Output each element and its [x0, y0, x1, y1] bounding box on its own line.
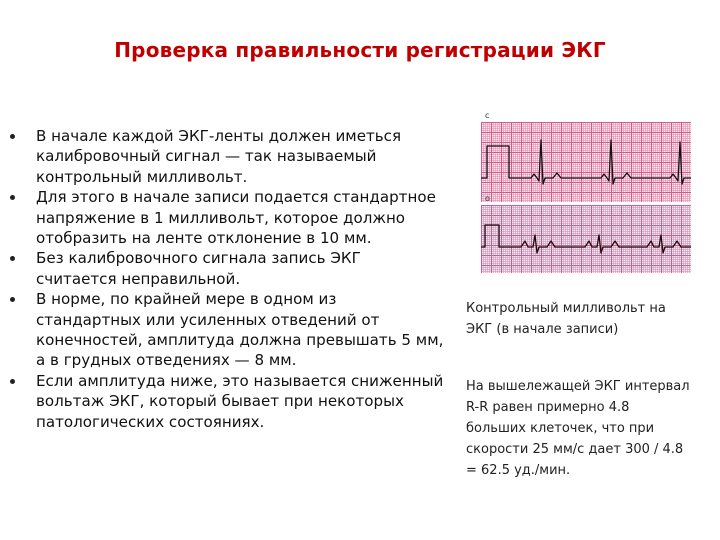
bullet-item: В норме, по крайней мере в одном из стандартных или усиленных отведений от конечностей, амплитуда должна превышать 5 мм, а в грудных отведениях — 8 мм.	[8, 289, 444, 371]
caption-line: скорости 25 мм/с дает 300 / 4.8	[466, 442, 684, 457]
ecg-strip-label: o	[485, 194, 490, 203]
bullet-item: В начале каждой ЭКГ-ленты должен иметься калибровочный сигнал — так называемый контрольный милливольт.	[8, 126, 444, 187]
ecg-strip-top	[481, 122, 691, 202]
bullet-list	[8, 126, 444, 432]
ecg-trace-bottom	[481, 205, 691, 273]
bullet-item: Без калибровочного сигнала запись ЭКГ считается неправильной.	[8, 248, 444, 289]
bullet-item: Если амплитуда ниже, это называется сниженный вольтаж ЭКГ, который бывает при некоторых патологических состояниях.	[8, 371, 444, 432]
calibration-caption	[466, 298, 720, 340]
caption-line: ЭКГ (в начале записи)	[466, 322, 619, 337]
bullet-item: Для этого в начале записи подается стандартное напряжение в 1 милливольт, которое должно отобразить на ленте отклонение в 10 мм.	[8, 187, 444, 248]
ecg-strip-bottom	[481, 205, 691, 273]
caption-line: На вышележащей ЭКГ интервал	[466, 379, 690, 394]
caption-line: больших клеточек, что при	[466, 421, 655, 436]
slide-title: Проверка правильности регистрации ЭКГ	[114, 38, 606, 62]
caption-line: Контрольный милливольт на	[466, 301, 666, 316]
ecg-trace-top	[481, 122, 691, 202]
caption-line: = 62.5 уд./мин.	[466, 463, 571, 478]
heart-rate-caption	[466, 376, 720, 481]
caption-line: R-R равен примерно 4.8	[466, 400, 630, 415]
ecg-strip-label: c	[485, 111, 490, 120]
